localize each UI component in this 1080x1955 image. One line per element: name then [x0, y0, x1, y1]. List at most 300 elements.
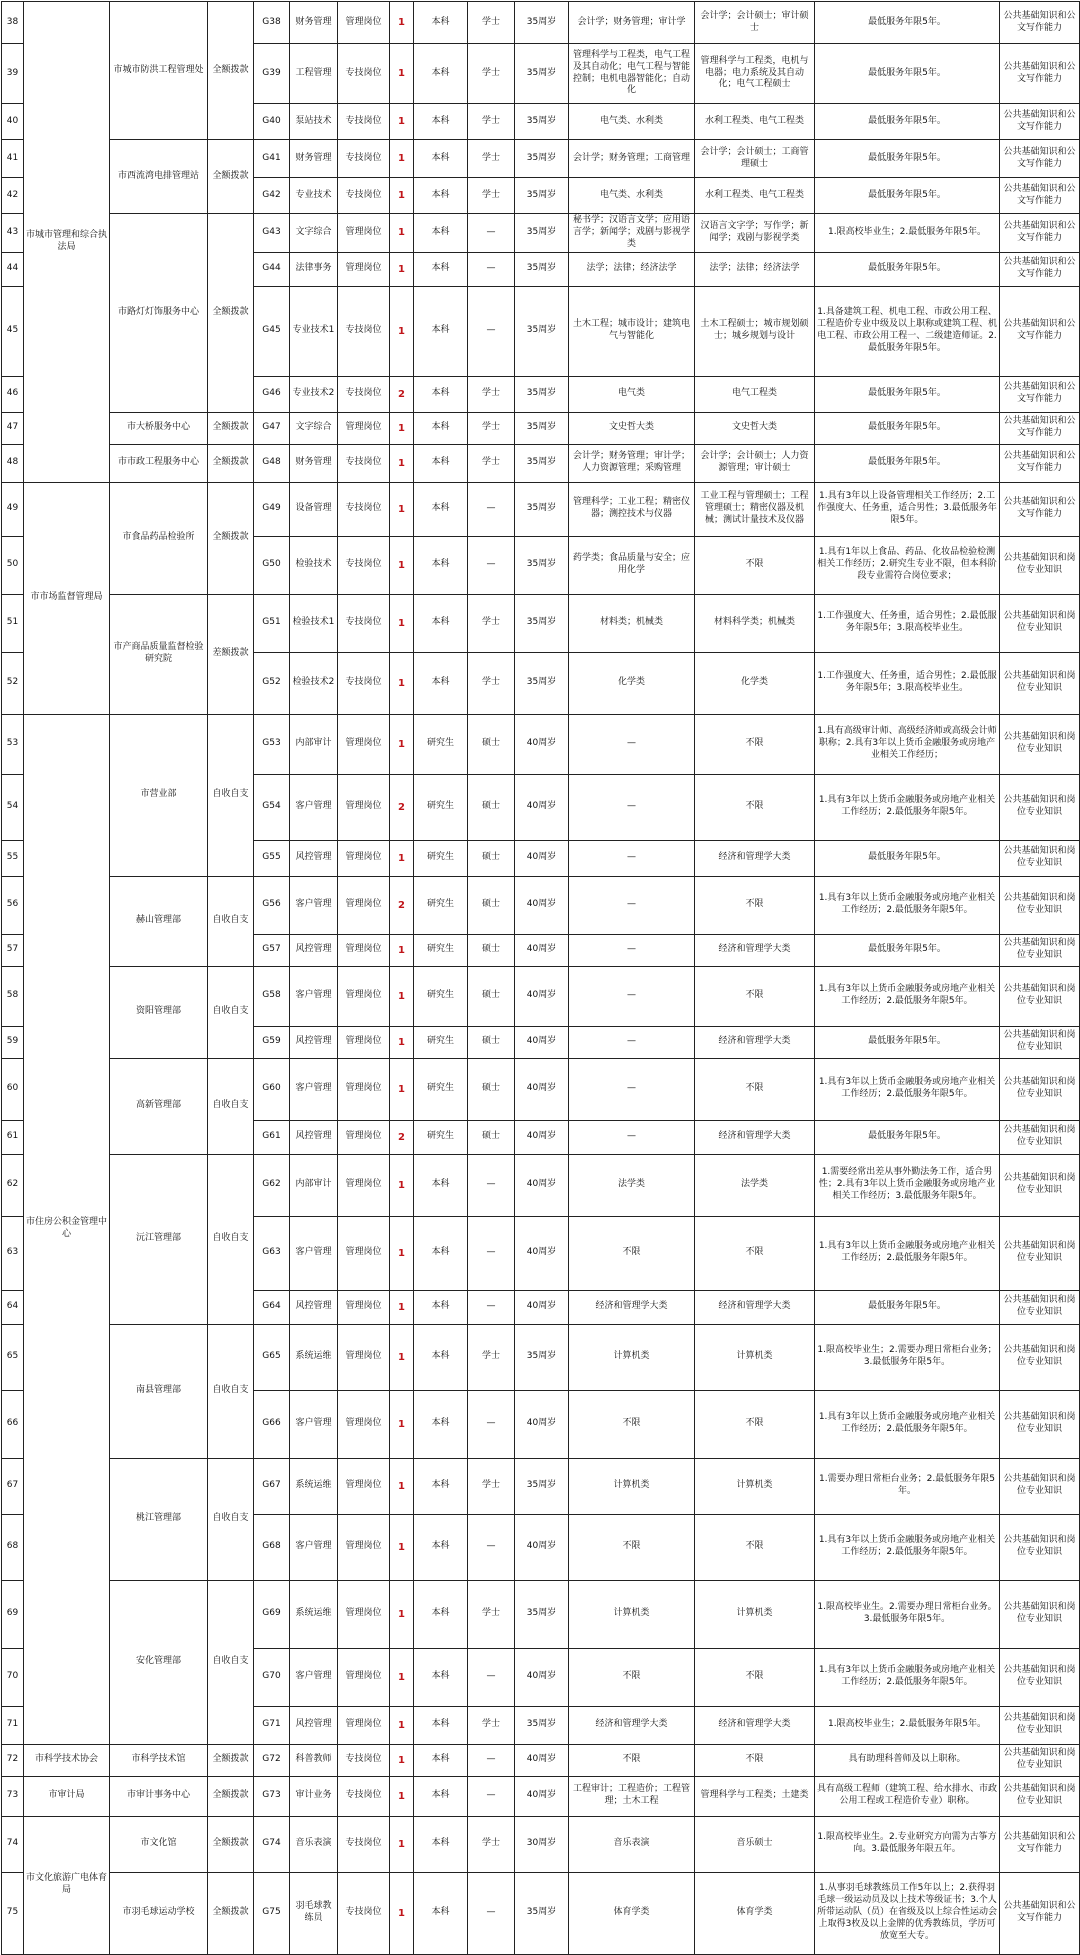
- undergrad-major-cell: 土木工程；城市设计；建筑电气与智能化: [569, 286, 695, 376]
- post-category-cell: 专技岗位: [338, 286, 390, 376]
- table-row: [2, 1776, 1080, 1816]
- degree-cell: —: [468, 1872, 515, 1954]
- post-category-cell: 专技岗位: [338, 1744, 390, 1776]
- age-limit-cell: 35周岁: [515, 482, 569, 536]
- row-number-cell: 72: [2, 1744, 24, 1776]
- undergrad-major-cell: 体育学类: [569, 1872, 695, 1954]
- exam-subject-cell: 公共基础知识和岗位专业知识: [1000, 1580, 1080, 1648]
- headcount-cell: 1: [390, 1026, 414, 1058]
- age-limit-cell: 35周岁: [515, 1580, 569, 1648]
- row-number-cell: 49: [2, 482, 24, 536]
- table-row: [2, 1324, 1080, 1390]
- undergrad-major-cell: 管理科学；工业工程；精密仪器；测控技术与仪器: [569, 482, 695, 536]
- row-number-cell: 64: [2, 1290, 24, 1324]
- post-code-cell: G49: [254, 482, 290, 536]
- post-code-cell: G69: [254, 1580, 290, 1648]
- degree-cell: —: [468, 482, 515, 536]
- post-name-cell: 文字综合: [290, 412, 338, 444]
- post-code-cell: G68: [254, 1514, 290, 1580]
- education-cell: 本科: [414, 140, 468, 178]
- table-row: [2, 594, 1080, 652]
- education-cell: 本科: [414, 1324, 468, 1390]
- other-requirements-cell: 1.具备建筑工程、机电工程、市政公用工程、工程造价专业中级及以上职称或建筑工程、机电工程、市政公用工程一、二级建造师证。2.最低服务年限5年。: [815, 286, 1000, 376]
- post-category-cell: 管理岗位: [338, 1324, 390, 1390]
- department-cell: 市科学技术协会: [24, 1744, 110, 1776]
- exam-subject-cell: 公共基础知识和岗位专业知识: [1000, 774, 1080, 840]
- post-category-cell: 专技岗位: [338, 44, 390, 104]
- exam-subject-cell: 公共基础知识和岗位专业知识: [1000, 1458, 1080, 1514]
- undergrad-major-cell: 计算机类: [569, 1458, 695, 1514]
- degree-cell: —: [468, 1154, 515, 1216]
- post-code-cell: G62: [254, 1154, 290, 1216]
- post-code-cell: G59: [254, 1026, 290, 1058]
- exam-subject-cell: 公共基础知识和岗位专业知识: [1000, 1648, 1080, 1706]
- age-limit-cell: 40周岁: [515, 1744, 569, 1776]
- education-cell: 本科: [414, 652, 468, 714]
- other-requirements-cell: 最低服务年限5年。: [815, 840, 1000, 876]
- post-name-cell: 客户管理: [290, 1390, 338, 1458]
- post-name-cell: 审计业务: [290, 1776, 338, 1816]
- post-name-cell: 内部审计: [290, 714, 338, 774]
- degree-cell: 硕士: [468, 1058, 515, 1120]
- row-number-cell: 46: [2, 376, 24, 412]
- exam-subject-cell: 公共基础知识和公文写作能力: [1000, 252, 1080, 286]
- post-category-cell: 管理岗位: [338, 966, 390, 1026]
- education-cell: 本科: [414, 2, 468, 44]
- employer-unit-cell: 南县管理部: [110, 1324, 208, 1458]
- headcount-cell: 2: [390, 376, 414, 412]
- age-limit-cell: 35周岁: [515, 214, 569, 253]
- row-number-cell: 45: [2, 286, 24, 376]
- degree-cell: —: [468, 1390, 515, 1458]
- headcount-cell: 2: [390, 876, 414, 934]
- degree-cell: 学士: [468, 1816, 515, 1872]
- postgrad-major-cell: 不限: [695, 1514, 815, 1580]
- post-code-cell: G56: [254, 876, 290, 934]
- exam-subject-cell: 公共基础知识和岗位专业知识: [1000, 1390, 1080, 1458]
- funding-type-cell: 全额拨款: [208, 482, 254, 594]
- funding-type-cell: 全额拨款: [208, 2, 254, 140]
- table-row: [2, 1816, 1080, 1872]
- headcount-cell: 1: [390, 104, 414, 140]
- undergrad-major-cell: 计算机类: [569, 1324, 695, 1390]
- row-number-cell: 39: [2, 44, 24, 104]
- post-code-cell: G54: [254, 774, 290, 840]
- education-cell: 研究生: [414, 714, 468, 774]
- degree-cell: —: [468, 1648, 515, 1706]
- employer-unit-cell: 赫山管理部: [110, 876, 208, 966]
- table-row: [2, 1580, 1080, 1648]
- post-name-cell: 财务管理: [290, 140, 338, 178]
- funding-type-cell: 自收自支: [208, 876, 254, 966]
- age-limit-cell: 40周岁: [515, 1776, 569, 1816]
- row-number-cell: 42: [2, 178, 24, 214]
- degree-cell: —: [468, 286, 515, 376]
- post-name-cell: 财务管理: [290, 444, 338, 482]
- row-number-cell: 61: [2, 1120, 24, 1154]
- postgrad-major-cell: 不限: [695, 1216, 815, 1290]
- post-category-cell: 管理岗位: [338, 1058, 390, 1120]
- post-code-cell: G55: [254, 840, 290, 876]
- headcount-cell: 1: [390, 44, 414, 104]
- postgrad-major-cell: 计算机类: [695, 1324, 815, 1390]
- degree-cell: 硕士: [468, 934, 515, 966]
- post-code-cell: G48: [254, 444, 290, 482]
- row-number-cell: 74: [2, 1816, 24, 1872]
- exam-subject-cell: 公共基础知识和岗位专业知识: [1000, 876, 1080, 934]
- headcount-cell: 1: [390, 840, 414, 876]
- age-limit-cell: 40周岁: [515, 840, 569, 876]
- other-requirements-cell: 1.限高校毕业生；2.最低服务年限5年。: [815, 214, 1000, 253]
- postgrad-major-cell: 电气工程类: [695, 376, 815, 412]
- funding-type-cell: 自收自支: [208, 966, 254, 1058]
- table-body: [2, 2, 1080, 1955]
- undergrad-major-cell: 不限: [569, 1216, 695, 1290]
- undergrad-major-cell: —: [569, 934, 695, 966]
- other-requirements-cell: 1.具有3年以上货币金融服务或房地产业相关工作经历；2.最低服务年限5年。: [815, 1648, 1000, 1706]
- post-category-cell: 专技岗位: [338, 444, 390, 482]
- other-requirements-cell: 1.工作强度大、任务重，适合男性；2.最低服务年限5年；3.限高校毕业生。: [815, 652, 1000, 714]
- degree-cell: 学士: [468, 1580, 515, 1648]
- age-limit-cell: 35周岁: [515, 252, 569, 286]
- age-limit-cell: 40周岁: [515, 714, 569, 774]
- undergrad-major-cell: 秘书学；汉语言文学；应用语言学；新闻学；戏剧与影视学类: [569, 214, 695, 253]
- headcount-cell: 1: [390, 214, 414, 253]
- post-category-cell: 管理岗位: [338, 934, 390, 966]
- post-name-cell: 系统运维: [290, 1580, 338, 1648]
- undergrad-major-cell: —: [569, 1026, 695, 1058]
- post-category-cell: 管理岗位: [338, 1648, 390, 1706]
- headcount-cell: 1: [390, 1776, 414, 1816]
- employer-unit-cell: 市文化馆: [110, 1816, 208, 1872]
- undergrad-major-cell: 计算机类: [569, 1580, 695, 1648]
- other-requirements-cell: 最低服务年限5年。: [815, 1026, 1000, 1058]
- undergrad-major-cell: 不限: [569, 1744, 695, 1776]
- post-name-cell: 文字综合: [290, 214, 338, 253]
- post-category-cell: 专技岗位: [338, 178, 390, 214]
- employer-unit-cell: 市市政工程服务中心: [110, 444, 208, 482]
- age-limit-cell: 35周岁: [515, 444, 569, 482]
- post-code-cell: G39: [254, 44, 290, 104]
- undergrad-major-cell: 管理科学与工程类，电气工程及其自动化；电气工程与智能控制；电机电器智能化；自动化: [569, 44, 695, 104]
- headcount-cell: 1: [390, 1324, 414, 1390]
- degree-cell: —: [468, 1776, 515, 1816]
- other-requirements-cell: 1.从事羽毛球教练员工作5年以上；2.获得羽毛球一级运动员及以上技术等级证书；3.个人所带运动队（员）在省级及以上综合性运动会上取得3枚及以上金牌的优秀教练员，学历可放宽至大专。: [815, 1872, 1000, 1954]
- employer-unit-cell: 桃江管理部: [110, 1458, 208, 1580]
- post-name-cell: 系统运维: [290, 1458, 338, 1514]
- degree-cell: 学士: [468, 444, 515, 482]
- post-name-cell: 泵站技术: [290, 104, 338, 140]
- post-name-cell: 风控管理: [290, 840, 338, 876]
- row-number-cell: 47: [2, 412, 24, 444]
- post-code-cell: G64: [254, 1290, 290, 1324]
- headcount-cell: 1: [390, 1216, 414, 1290]
- row-number-cell: 68: [2, 1514, 24, 1580]
- department-cell: 市审计局: [24, 1776, 110, 1816]
- post-code-cell: G75: [254, 1872, 290, 1954]
- education-cell: 研究生: [414, 774, 468, 840]
- education-cell: 本科: [414, 1154, 468, 1216]
- degree-cell: 学士: [468, 44, 515, 104]
- exam-subject-cell: 公共基础知识和公文写作能力: [1000, 412, 1080, 444]
- post-category-cell: 管理岗位: [338, 1580, 390, 1648]
- education-cell: 研究生: [414, 876, 468, 934]
- education-cell: 本科: [414, 1390, 468, 1458]
- education-cell: 本科: [414, 376, 468, 412]
- funding-type-cell: 全额拨款: [208, 1744, 254, 1776]
- postgrad-major-cell: 经济和管理学大类: [695, 1706, 815, 1744]
- exam-subject-cell: 公共基础知识和岗位专业知识: [1000, 1058, 1080, 1120]
- education-cell: 研究生: [414, 934, 468, 966]
- degree-cell: 硕士: [468, 1120, 515, 1154]
- funding-type-cell: 全额拨款: [208, 412, 254, 444]
- postgrad-major-cell: 计算机类: [695, 1580, 815, 1648]
- postgrad-major-cell: 不限: [695, 714, 815, 774]
- age-limit-cell: 40周岁: [515, 1514, 569, 1580]
- degree-cell: —: [468, 536, 515, 594]
- post-category-cell: 管理岗位: [338, 1216, 390, 1290]
- recruitment-table: [1, 1, 1080, 1955]
- department-cell: 市市场监督管理局: [24, 482, 110, 714]
- degree-cell: 学士: [468, 1324, 515, 1390]
- row-number-cell: 65: [2, 1324, 24, 1390]
- headcount-cell: 1: [390, 1058, 414, 1120]
- post-category-cell: 管理岗位: [338, 1154, 390, 1216]
- post-category-cell: 专技岗位: [338, 104, 390, 140]
- post-code-cell: G53: [254, 714, 290, 774]
- funding-type-cell: 自收自支: [208, 1324, 254, 1458]
- post-name-cell: 风控管理: [290, 1706, 338, 1744]
- other-requirements-cell: 最低服务年限5年。: [815, 1290, 1000, 1324]
- education-cell: 本科: [414, 1580, 468, 1648]
- post-code-cell: G58: [254, 966, 290, 1026]
- headcount-cell: 1: [390, 1648, 414, 1706]
- department-cell: 市住房公积金管理中心: [24, 714, 110, 1744]
- exam-subject-cell: 公共基础知识和公文写作能力: [1000, 1872, 1080, 1954]
- row-number-cell: 48: [2, 444, 24, 482]
- other-requirements-cell: 最低服务年限5年。: [815, 44, 1000, 104]
- row-number-cell: 58: [2, 966, 24, 1026]
- post-name-cell: 风控管理: [290, 1290, 338, 1324]
- degree-cell: —: [468, 1290, 515, 1324]
- headcount-cell: 1: [390, 1390, 414, 1458]
- postgrad-major-cell: 工业工程与管理硕士；工程管理硕士；精密仪器及机械；测试计量技术及仪器: [695, 482, 815, 536]
- table-row: [2, 876, 1080, 934]
- degree-cell: —: [468, 1744, 515, 1776]
- headcount-cell: 1: [390, 1816, 414, 1872]
- post-code-cell: G66: [254, 1390, 290, 1458]
- post-category-cell: 管理岗位: [338, 2, 390, 44]
- other-requirements-cell: 1.具有3年以上货币金融服务或房地产业相关工作经历；2.最低服务年限5年。: [815, 1216, 1000, 1290]
- row-number-cell: 51: [2, 594, 24, 652]
- education-cell: 本科: [414, 536, 468, 594]
- other-requirements-cell: 最低服务年限5年。: [815, 252, 1000, 286]
- funding-type-cell: 全额拨款: [208, 214, 254, 413]
- education-cell: 本科: [414, 44, 468, 104]
- post-category-cell: 管理岗位: [338, 840, 390, 876]
- other-requirements-cell: 1.工作强度大、任务重，适合男性；2.最低服务年限5年；3.限高校毕业生。: [815, 594, 1000, 652]
- other-requirements-cell: 最低服务年限5年。: [815, 140, 1000, 178]
- exam-subject-cell: 公共基础知识和岗位专业知识: [1000, 1776, 1080, 1816]
- education-cell: 本科: [414, 594, 468, 652]
- education-cell: 本科: [414, 1816, 468, 1872]
- employer-unit-cell: 市营业部: [110, 714, 208, 876]
- degree-cell: 学士: [468, 178, 515, 214]
- other-requirements-cell: 具有高级工程师（建筑工程、给水排水、市政公用工程或工程造价专业）职称。: [815, 1776, 1000, 1816]
- headcount-cell: 1: [390, 140, 414, 178]
- education-cell: 本科: [414, 1458, 468, 1514]
- funding-type-cell: 自收自支: [208, 714, 254, 876]
- exam-subject-cell: 公共基础知识和岗位专业知识: [1000, 934, 1080, 966]
- postgrad-major-cell: 水利工程类、电气工程类: [695, 178, 815, 214]
- other-requirements-cell: 1.具有高级审计师、高级经济师或高级会计师职称；2.具有3年以上货币金融服务或房地产业相关工作经历；: [815, 714, 1000, 774]
- headcount-cell: 1: [390, 1514, 414, 1580]
- education-cell: 研究生: [414, 1120, 468, 1154]
- education-cell: 研究生: [414, 1058, 468, 1120]
- exam-subject-cell: 公共基础知识和岗位专业知识: [1000, 1154, 1080, 1216]
- post-code-cell: G61: [254, 1120, 290, 1154]
- degree-cell: 学士: [468, 1706, 515, 1744]
- post-code-cell: G50: [254, 536, 290, 594]
- row-number-cell: 55: [2, 840, 24, 876]
- exam-subject-cell: 公共基础知识和公文写作能力: [1000, 376, 1080, 412]
- row-number-cell: 38: [2, 2, 24, 44]
- post-code-cell: G57: [254, 934, 290, 966]
- post-category-cell: 专技岗位: [338, 1872, 390, 1954]
- undergrad-major-cell: 文史哲大类: [569, 412, 695, 444]
- undergrad-major-cell: 经济和管理学大类: [569, 1706, 695, 1744]
- postgrad-major-cell: 水利工程类、电气工程类: [695, 104, 815, 140]
- row-number-cell: 43: [2, 214, 24, 253]
- table-row: [2, 444, 1080, 482]
- post-code-cell: G51: [254, 594, 290, 652]
- other-requirements-cell: 1.具有3年以上货币金融服务或房地产业相关工作经历；2.最低服务年限5年。: [815, 1514, 1000, 1580]
- degree-cell: 学士: [468, 376, 515, 412]
- post-name-cell: 风控管理: [290, 934, 338, 966]
- age-limit-cell: 35周岁: [515, 536, 569, 594]
- education-cell: 本科: [414, 1648, 468, 1706]
- undergrad-major-cell: 法学；法律；经济法学: [569, 252, 695, 286]
- row-number-cell: 63: [2, 1216, 24, 1290]
- postgrad-major-cell: 土木工程硕士；城市规划硕士；城乡规划与设计: [695, 286, 815, 376]
- degree-cell: 学士: [468, 412, 515, 444]
- headcount-cell: 1: [390, 966, 414, 1026]
- employer-unit-cell: 市羽毛球运动学校: [110, 1872, 208, 1954]
- age-limit-cell: 35周岁: [515, 286, 569, 376]
- table-row: [2, 1058, 1080, 1120]
- education-cell: 本科: [414, 286, 468, 376]
- other-requirements-cell: 1.限高校毕业生。2.需要办理日常柜台业务。3.最低服务年限5年。: [815, 1580, 1000, 1648]
- degree-cell: 硕士: [468, 1026, 515, 1058]
- post-code-cell: G38: [254, 2, 290, 44]
- row-number-cell: 56: [2, 876, 24, 934]
- post-name-cell: 客户管理: [290, 1514, 338, 1580]
- undergrad-major-cell: —: [569, 774, 695, 840]
- degree-cell: 学士: [468, 140, 515, 178]
- postgrad-major-cell: 不限: [695, 536, 815, 594]
- postgrad-major-cell: 会计学；会计硕士；人力资源管理；审计硕士: [695, 444, 815, 482]
- age-limit-cell: 35周岁: [515, 652, 569, 714]
- post-code-cell: G72: [254, 1744, 290, 1776]
- exam-subject-cell: 公共基础知识和岗位专业知识: [1000, 1216, 1080, 1290]
- post-category-cell: 管理岗位: [338, 412, 390, 444]
- post-name-cell: 客户管理: [290, 1216, 338, 1290]
- headcount-cell: 1: [390, 2, 414, 44]
- exam-subject-cell: 公共基础知识和公文写作能力: [1000, 444, 1080, 482]
- degree-cell: —: [468, 1514, 515, 1580]
- education-cell: 本科: [414, 1290, 468, 1324]
- post-category-cell: 专技岗位: [338, 1776, 390, 1816]
- postgrad-major-cell: 材料科学类；机械类: [695, 594, 815, 652]
- employer-unit-cell: 沅江管理部: [110, 1154, 208, 1324]
- postgrad-major-cell: 不限: [695, 966, 815, 1026]
- other-requirements-cell: 1.具有3年以上货币金融服务或房地产业相关工作经历；2.最低服务年限5年。: [815, 1390, 1000, 1458]
- post-code-cell: G42: [254, 178, 290, 214]
- education-cell: 研究生: [414, 840, 468, 876]
- post-name-cell: 客户管理: [290, 966, 338, 1026]
- education-cell: 本科: [414, 1216, 468, 1290]
- post-code-cell: G44: [254, 252, 290, 286]
- education-cell: 本科: [414, 1706, 468, 1744]
- exam-subject-cell: 公共基础知识和公文写作能力: [1000, 178, 1080, 214]
- post-code-cell: G46: [254, 376, 290, 412]
- degree-cell: 硕士: [468, 714, 515, 774]
- postgrad-major-cell: 经济和管理学大类: [695, 1120, 815, 1154]
- exam-subject-cell: 公共基础知识和岗位专业知识: [1000, 1026, 1080, 1058]
- exam-subject-cell: 公共基础知识和公文写作能力: [1000, 286, 1080, 376]
- post-code-cell: G60: [254, 1058, 290, 1120]
- degree-cell: —: [468, 252, 515, 286]
- row-number-cell: 40: [2, 104, 24, 140]
- table-row: [2, 412, 1080, 444]
- exam-subject-cell: 公共基础知识和岗位专业知识: [1000, 714, 1080, 774]
- undergrad-major-cell: 工程审计；工程造价；工程管理；土木工程: [569, 1776, 695, 1816]
- postgrad-major-cell: 不限: [695, 1744, 815, 1776]
- exam-subject-cell: 公共基础知识和公文写作能力: [1000, 214, 1080, 253]
- exam-subject-cell: 公共基础知识和岗位专业知识: [1000, 966, 1080, 1026]
- row-number-cell: 73: [2, 1776, 24, 1816]
- post-name-cell: 专业技术: [290, 178, 338, 214]
- age-limit-cell: 35周岁: [515, 44, 569, 104]
- funding-type-cell: 自收自支: [208, 1580, 254, 1744]
- row-number-cell: 57: [2, 934, 24, 966]
- row-number-cell: 50: [2, 536, 24, 594]
- undergrad-major-cell: 电气类、水利类: [569, 178, 695, 214]
- postgrad-major-cell: 管理科学与工程类；土建类: [695, 1776, 815, 1816]
- education-cell: 本科: [414, 214, 468, 253]
- headcount-cell: 1: [390, 444, 414, 482]
- education-cell: 研究生: [414, 966, 468, 1026]
- row-number-cell: 67: [2, 1458, 24, 1514]
- post-code-cell: G43: [254, 214, 290, 253]
- exam-subject-cell: 公共基础知识和岗位专业知识: [1000, 1324, 1080, 1390]
- post-name-cell: 系统运维: [290, 1324, 338, 1390]
- post-category-cell: 专技岗位: [338, 376, 390, 412]
- headcount-cell: 1: [390, 412, 414, 444]
- department-cell: 市文化旅游广电体育局: [24, 1816, 110, 1954]
- education-cell: 本科: [414, 444, 468, 482]
- row-number-cell: 69: [2, 1580, 24, 1648]
- education-cell: 本科: [414, 252, 468, 286]
- employer-unit-cell: 市大桥服务中心: [110, 412, 208, 444]
- post-category-cell: 管理岗位: [338, 1026, 390, 1058]
- education-cell: 本科: [414, 1776, 468, 1816]
- undergrad-major-cell: —: [569, 840, 695, 876]
- post-code-cell: G63: [254, 1216, 290, 1290]
- row-number-cell: 59: [2, 1026, 24, 1058]
- table-row: [2, 1744, 1080, 1776]
- employer-unit-cell: 市产商品质量监督检验研究院: [110, 594, 208, 714]
